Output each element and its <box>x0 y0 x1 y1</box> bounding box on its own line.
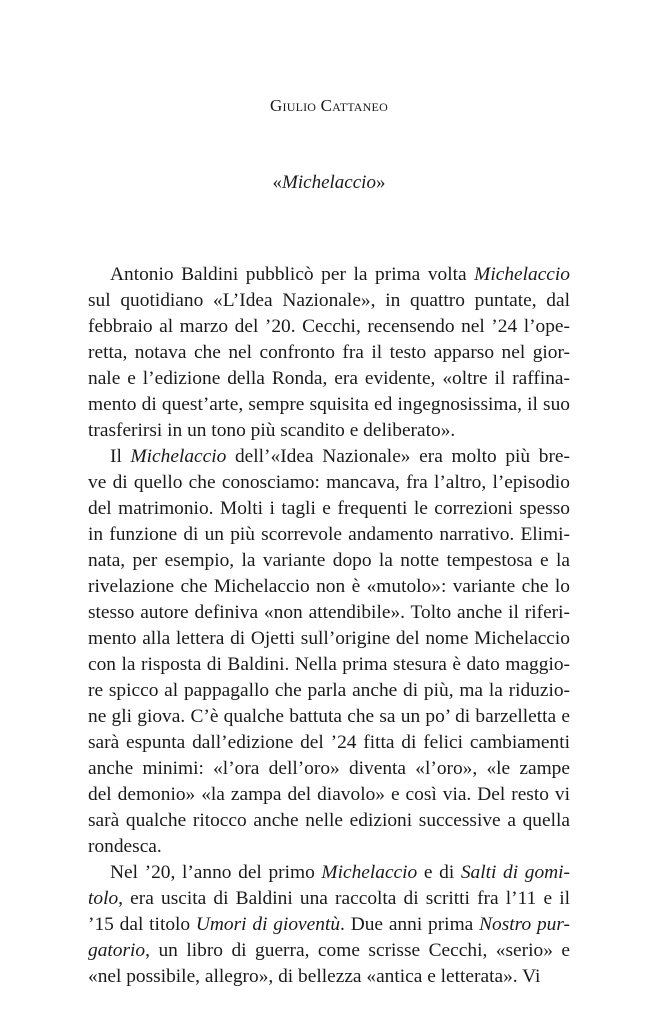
text-line <box>88 444 570 470</box>
plain-text: mento di quest’arte, sempre squisita ed ingegnosissima, il suo <box>88 394 570 415</box>
plain-text: febbraio al marzo del ’20. Cecchi, recensendo nel ’24 l’ope- <box>88 316 570 337</box>
plain-text: rondesca. <box>88 836 162 857</box>
text-line <box>88 782 570 808</box>
paragraph-3 <box>88 860 570 990</box>
paragraph-2 <box>88 444 570 860</box>
text-line <box>88 522 570 548</box>
text-line <box>88 756 570 782</box>
italic-title-text: Umori di gioventù <box>195 914 341 935</box>
plain-text: anche minimi: «l’ora dell’oro» diventa «l’oro», «le zampe <box>88 758 570 779</box>
italic-title-text: Nostro pur- <box>479 914 570 935</box>
plain-text: Antonio Baldini pubblicò per la prima volta <box>110 264 475 285</box>
plain-text: nata, per esempio, la variante dopo la notte tempestosa e la <box>88 550 570 571</box>
italic-title-text: tolo <box>88 888 119 909</box>
plain-text: con la risposta di Baldini. Nella prima stesura è dato maggio- <box>88 654 570 675</box>
essay-title <box>88 172 570 194</box>
text-line <box>88 574 570 600</box>
plain-text: , era uscita di Baldini una raccolta di scritti fra l’11 e il <box>118 888 570 909</box>
body-text <box>88 262 570 990</box>
text-line <box>88 314 570 340</box>
plain-text: retta, notava che nel confronto fra il testo apparso nel gior- <box>88 342 570 363</box>
plain-text: , un libro di guerra, come scrisse Cecchi, «serio» e <box>145 940 570 961</box>
text-line <box>88 548 570 574</box>
italic-title-text: Michelaccio <box>321 862 418 883</box>
text-line <box>88 600 570 626</box>
plain-text: ve di quello che conosciamo: mancava, fra l’altro, l’episodio <box>88 472 570 493</box>
running-head-author: Giulio Cattaneo <box>270 96 388 115</box>
text-line <box>88 340 570 366</box>
text-line <box>88 262 570 288</box>
plain-text: nale e l’edizione della Ronda, era evidente, «oltre il raffina- <box>88 368 570 389</box>
plain-text: del matrimonio. Molti i tagli e frequenti le correzioni spesso <box>88 498 570 519</box>
plain-text: e di <box>417 862 461 883</box>
text-line <box>88 652 570 678</box>
text-line <box>88 886 570 912</box>
text-line <box>88 626 570 652</box>
plain-text: re spicco al pappagallo che parla anche di più, ma la riduzio- <box>88 680 570 701</box>
text-line <box>88 912 570 938</box>
plain-text: Nel ’20, l’anno del primo <box>110 862 322 883</box>
text-line <box>88 288 570 314</box>
text-line <box>88 678 570 704</box>
italic-title-text: Michelaccio <box>474 264 570 285</box>
plain-text: Il <box>110 446 131 467</box>
plain-text: sarà qualche ritocco anche nelle edizioni successive a quella <box>88 810 570 831</box>
plain-text: rivelazione che Michelaccio non è «mutolo»: variante che lo <box>88 576 570 597</box>
text-line <box>88 496 570 522</box>
plain-text: sul quotidiano «L’Idea Nazionale», in quattro puntate, dal <box>88 290 570 311</box>
italic-title-text: Salti di gomi- <box>460 862 571 883</box>
text-line <box>88 860 570 886</box>
text-line <box>88 704 570 730</box>
italic-title-text: Michelaccio <box>130 446 227 467</box>
plain-text: dell’«Idea Nazionale» era molto più bre- <box>226 446 570 467</box>
italic-title-text: gatorio <box>88 940 146 961</box>
text-line <box>88 964 570 990</box>
title-open-guillemet: « <box>272 172 283 193</box>
text-line <box>88 808 570 834</box>
plain-text: ’15 dal titolo <box>88 914 196 935</box>
text-line <box>88 730 570 756</box>
text-line <box>88 418 570 444</box>
plain-text: . Due anni prima <box>340 914 480 935</box>
text-line <box>88 470 570 496</box>
plain-text: sarà espunta dall’edizione del ’24 fitta di felici cambiamenti <box>88 732 570 753</box>
text-line <box>88 366 570 392</box>
plain-text: stesso autore definiva «non attendibile». Tolto anche il riferi- <box>88 602 570 623</box>
text-line <box>88 392 570 418</box>
title-close-guillemet: » <box>375 172 386 193</box>
title-text: Michelaccio <box>282 172 376 193</box>
paragraph-1 <box>88 262 570 444</box>
plain-text: mento alla lettera di Ojetti sull’origine del nome Michelaccio <box>88 628 570 649</box>
plain-text: del demonio» «la zampa del diavolo» e così via. Del resto vi <box>88 784 570 805</box>
plain-text: trasferirsi in un tono più scandito e deliberato». <box>88 420 456 441</box>
text-line <box>88 938 570 964</box>
plain-text: «nel possibile, allegro», di bellezza «antica e letterata». Vi <box>88 966 541 987</box>
text-line <box>88 834 570 860</box>
plain-text: ne gli giova. C’è qualche battuta che sa un po’ di barzelletta e <box>88 706 570 727</box>
plain-text: in funzione di un più scorrevole andamento narrativo. Elimi- <box>88 524 570 545</box>
